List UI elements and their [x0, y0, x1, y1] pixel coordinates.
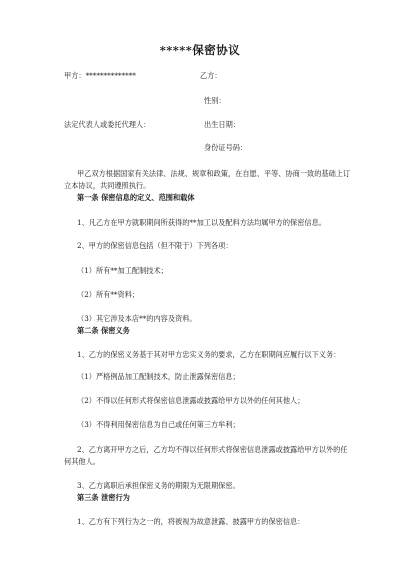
legal-representative-field: 法定代表人或委托代理人：	[64, 120, 151, 129]
article-2-clause-3: 3、乙方离职后承担保密义务的期限为无限期保密。	[77, 481, 240, 490]
article-3-clause-1: 1、乙方有下列行为之一的，将被视为故意泄露、披露甲方的保密信息：	[77, 517, 305, 526]
article-2-clause-2-line2: 何其他人。	[64, 457, 100, 466]
article-2-clause-2-line1: 2、乙方离开甲方之后，乙方均不得以任何形式将保密信息泄露或披露给甲方以外的任	[77, 445, 348, 454]
article-2-item-3: （3）不得利用保密信息为自己或任何第三方牟利；	[77, 420, 240, 429]
article-1-clause-1: 1、凡乙方在甲方就职期间所获得的**加工以及配料方法均属甲方的保密信息。	[77, 218, 326, 227]
party-a-field: 甲方：**************	[64, 71, 136, 80]
article-2-heading: 第二条 保密义务	[77, 326, 130, 335]
article-3-heading: 第三条 泄密行为	[77, 493, 130, 502]
article-1-clause-2: 2、甲方的保密信息包括（但不限于）下列各项：	[77, 241, 233, 250]
birth-date-field: 出生日期：	[204, 120, 240, 129]
page-title: *****保密协议	[159, 43, 241, 57]
article-2-item-2: （2）不得以任何形式将保密信息泄露或披露给甲方以外的任何其他人；	[77, 396, 305, 405]
intro-paragraph-line1: 甲乙双方根据国家有关法律、法规、规章和政策，在自愿、平等、协商一致的基础上订	[77, 169, 351, 178]
article-1-item-2: （2）所有**资料；	[77, 290, 140, 299]
gender-field: 性别：	[204, 96, 226, 105]
article-1-item-3: （3）其它涉及本店**的内容及资料。	[77, 314, 197, 323]
article-1-item-1: （1）所有**加工配制技术；	[77, 266, 168, 275]
article-2-clause-1: 1、乙方的保密义务基于其对甲方忠实义务的要求，乙方在职期间应履行以下义务：	[77, 350, 341, 359]
id-number-field: 身份证号码：	[204, 143, 248, 152]
article-2-item-1: （1）严格例品加工配制技术，防止泄露保密信息；	[77, 372, 240, 381]
article-1-heading: 第一条 保密信息的定义、范围和载体	[77, 193, 195, 202]
intro-paragraph-line2: 立本协议，共同遵照执行。	[64, 181, 151, 190]
party-b-field: 乙方：	[200, 71, 222, 80]
